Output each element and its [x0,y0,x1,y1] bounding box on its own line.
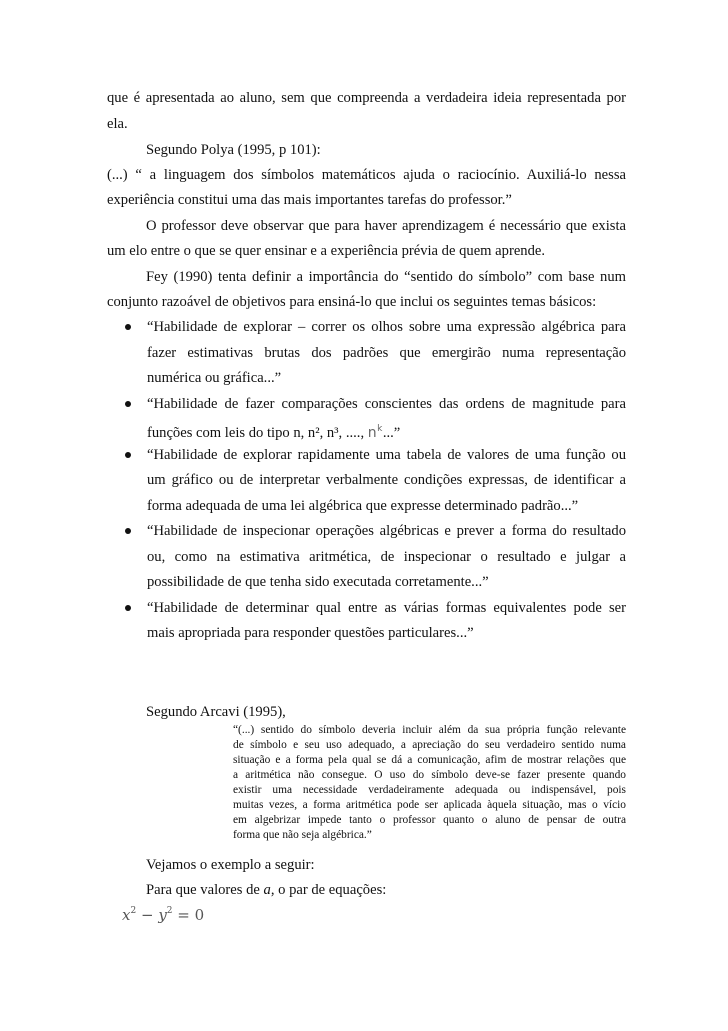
paragraph-line: que é apresentada ao aluno, sem que compreenda a verdadeira ideia representada por [107,90,626,106]
bullet-line: numérica ou gráfica...” [147,370,282,386]
paragraph-line: um elo entre o que se quer ensinar e a experiência prévia de quem aprende. [107,243,546,259]
bullet-line: “Habilidade de inspecionar operações algébricas e prever a forma do resultado [147,523,626,539]
bullet-line: ou, como na estimativa aritmética, de inspecionar o resultado e julgar a [147,549,626,565]
arcavi-quote-line: situação e a forma pela qual se dá a comunicação, afim de mostrar relações que [233,754,626,766]
arcavi-citation: Segundo Arcavi (1995), [146,704,286,720]
arcavi-quote-line: forma que não seja algébrica.” [233,829,372,841]
example-intro: Vejamos o exemplo a seguir: [146,857,315,873]
bullet-line: “Habilidade de fazer comparações conscientes das ordens de magnitude para [147,396,626,412]
arcavi-quote-line: muitas vezes, a forma aritmética pode ser aplicada àquela situação, mas o vício [233,799,626,811]
bullet-line: possibilidade de que tenha sido executada corretamente...” [147,574,489,590]
nk-formula [368,425,383,441]
paragraph-line: O professor deve observar que para haver aprendizagem é necessário que exista [146,218,626,234]
paragraph-line: conjunto razoável de objetivos para ensiná-lo que inclui os seguintes temas básicos: [107,294,597,310]
bullet-icon [124,395,134,413]
bullet-line: forma adequada de uma lei algébrica que expresse determinado padrão...” [147,498,579,514]
arcavi-quote-line: a aritmética não consegue. O uso do símbolo deve-se fazer presente quando [233,769,626,781]
paragraph-line: Fey (1990) tenta definir a importância do “sentido do símbolo” com base num [146,269,626,285]
arcavi-quote-line: existir uma necessidade verdadeiramente adequada ou indispensável, pois [233,784,626,796]
polya-quote-line: experiência constitui uma das mais importantes tarefas do professor.” [107,192,512,208]
formula-exponent: 2 [130,906,137,916]
arcavi-quote-line: de símbolo e seu uso adequado, a apreciação do seu verdadeiro sentido numa [233,739,626,751]
example-question [146,881,626,899]
formula-x: x [122,906,131,924]
formula-rhs: = 0 [172,906,205,924]
bullet-line: mais apropriada para responder questões particulares...” [147,625,474,641]
formula-y: y [158,906,167,924]
variable-a: a [263,882,271,898]
example-question-text: Para que valores de [146,882,260,898]
bullet-line: “Habilidade de explorar – correr os olhos sobre uma expressão algébrica para [147,319,626,335]
formula-exponent: 2 [166,906,173,916]
arcavi-quote-line: em algebrizar impede tanto o professor quanto o aluno de pensar de outra [233,814,626,826]
bullet-icon [124,446,134,464]
formula-minus: − [136,906,159,924]
nk-base: n [367,425,378,441]
bullet-line: “Habilidade de explorar rapidamente uma tabela de valores de uma função ou [147,447,626,463]
bullet-icon [124,318,134,336]
bullet-icon [124,599,134,617]
polya-quote-line: (...) “ a linguagem dos símbolos matemáticos ajuda o raciocínio. Auxiliá-lo nessa [107,167,626,183]
polya-citation: Segundo Polya (1995, p 101): [146,142,321,158]
bullet-icon [124,522,134,540]
arcavi-quote-line: “(...) sentido do símbolo deveria incluir além da sua própria função relevante [233,724,626,736]
paragraph-line: ela. [107,116,128,132]
bullet-text: ...” [382,425,401,441]
bullet-line: “Habilidade de determinar qual entre as várias formas equivalentes pode ser [147,600,626,616]
bullet-line: fazer estimativas brutas dos padrões que emergirão numa representação [147,345,626,361]
equation [122,906,204,924]
nk-exponent: k [377,424,383,434]
example-question-text: , o par de equações: [270,882,387,898]
bullet-text: funções com leis do tipo n, n², n³, ...., [147,425,365,441]
bullet-line [147,420,626,442]
bullet-line: um gráfico ou de interpretar verbalmente condições expressas, de identificar a [147,472,626,488]
